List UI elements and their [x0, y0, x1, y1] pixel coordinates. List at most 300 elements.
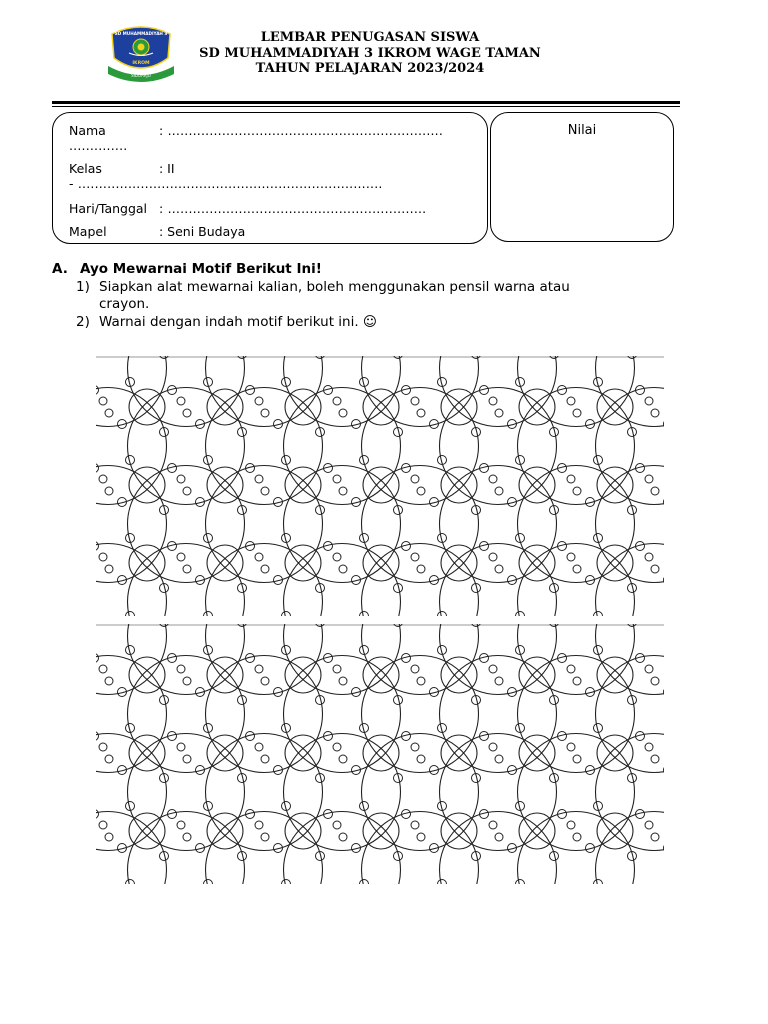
motif-small-dot [495, 565, 503, 573]
motif-small-dot [411, 709, 419, 717]
motif-small-dot [183, 677, 191, 685]
motif-small-dot [255, 475, 263, 483]
kelas-field-wrap: - ......................................................................... [69, 176, 383, 191]
motif-small-dot [411, 397, 419, 405]
kelas-field[interactable]: : II [159, 161, 175, 176]
instruction-item-1 [76, 279, 570, 313]
motif-small-dot [99, 631, 107, 639]
kelas-wrap-row [69, 176, 383, 191]
motif-small-dot [99, 709, 107, 717]
motif-small-dot [261, 677, 269, 685]
motif-small-dot [177, 397, 185, 405]
motif-small-dot [495, 833, 503, 841]
motif-arc [440, 356, 557, 427]
motif-arc [96, 734, 167, 851]
instruction-text-1: Siapkan alat mewarnai kalian, boleh menggunakan pensil warna atau [99, 279, 570, 295]
motif-small-dot [594, 612, 603, 621]
logo-ribbon-text: SIDOARJO [131, 73, 151, 78]
motif-arc [440, 622, 557, 739]
motif-large-circle [441, 779, 477, 815]
motif-small-dot [96, 542, 99, 551]
motif-small-dot [177, 631, 185, 639]
instruction-number-2: 2) [76, 314, 90, 330]
motif-large-circle [129, 701, 165, 737]
motif-small-dot [573, 643, 581, 651]
motif-arc [206, 500, 323, 617]
motif-arc [128, 700, 245, 817]
motif-small-dot [645, 709, 653, 717]
motif-large-circle [597, 579, 633, 615]
hari-field[interactable]: : .............................................................. [159, 201, 427, 216]
motif-small-dot [333, 397, 341, 405]
motif-small-dot [489, 631, 497, 639]
motif-arc [362, 622, 479, 739]
nama-wrap-row [69, 138, 127, 153]
motif-small-dot [333, 553, 341, 561]
motif-large-circle [363, 623, 399, 659]
motif-small-dot [118, 610, 127, 619]
motif-small-dot [645, 397, 653, 405]
motif-small-dot [99, 665, 107, 673]
motif-small-dot [645, 553, 653, 561]
motif-small-dot [177, 553, 185, 561]
motif-small-dot [96, 654, 99, 663]
motif-small-dot [96, 620, 99, 629]
motif-small-dot [105, 833, 113, 841]
motif-small-dot [255, 631, 263, 639]
motif-small-dot [96, 386, 99, 395]
motif-small-dot [183, 487, 191, 495]
motif-small-dot [261, 565, 269, 573]
motif-small-dot [411, 665, 419, 673]
motif-small-dot [255, 665, 263, 673]
motif-small-dot [495, 755, 503, 763]
motif-small-dot [664, 732, 665, 741]
nama-row [69, 123, 443, 138]
instruction-text-2: Warnai dengan indah motif berikut ini. ☺ [99, 314, 377, 330]
motif-small-dot [651, 833, 659, 841]
motif-small-dot [339, 677, 347, 685]
motif-small-dot [360, 612, 369, 621]
motif-small-dot [339, 409, 347, 417]
motif-arc [206, 622, 323, 739]
motif-small-dot [126, 880, 135, 885]
motif-small-dot [339, 721, 347, 729]
motif-large-circle [441, 579, 477, 615]
header-line-3: TAHUN PELAJARAN 2023/2024 [255, 61, 485, 76]
motif-small-dot [651, 409, 659, 417]
motif-small-dot [96, 732, 99, 741]
motif-small-dot [177, 743, 185, 751]
motif-arc [284, 700, 401, 817]
motif-small-dot [489, 587, 497, 595]
motif-small-dot [516, 880, 525, 885]
motif-large-circle [129, 623, 165, 659]
motif-large-circle [285, 779, 321, 815]
motif-small-dot [495, 721, 503, 729]
motif-arc [440, 812, 557, 885]
motif-arc [362, 500, 479, 617]
motif-small-dot [183, 409, 191, 417]
motif-small-dot [651, 677, 659, 685]
motif-small-dot [489, 787, 497, 795]
motif-small-dot [105, 409, 113, 417]
motif-small-dot [573, 565, 581, 573]
motif-small-dot [664, 844, 665, 853]
motif-small-dot [261, 755, 269, 763]
motif-small-dot [573, 677, 581, 685]
motif-small-dot [105, 643, 113, 651]
motif-small-dot [183, 799, 191, 807]
motif-small-dot [246, 620, 255, 629]
motif-small-dot [105, 721, 113, 729]
motif-small-dot [333, 475, 341, 483]
motif-small-dot [495, 677, 503, 685]
motif-large-circle [207, 779, 243, 815]
motif-arc [362, 544, 479, 661]
motif-arc [128, 622, 245, 739]
motif-small-dot [196, 610, 205, 619]
motif-small-dot [651, 799, 659, 807]
hari-row [69, 201, 426, 216]
motif-arc [128, 544, 245, 661]
coloring-motif[interactable] [96, 356, 664, 884]
motif-large-circle [363, 701, 399, 737]
nilai-label: Nilai [567, 123, 597, 138]
motif-arc [362, 812, 479, 885]
header-divider-thin [52, 106, 680, 107]
motif-small-dot [430, 610, 439, 619]
header-divider-thick [52, 101, 680, 104]
motif-small-dot [567, 665, 575, 673]
motif-small-dot [261, 599, 269, 607]
motif-arc [96, 656, 167, 773]
motif-large-circle [597, 779, 633, 815]
motif-small-dot [411, 475, 419, 483]
motif-small-dot [96, 810, 99, 819]
motif-small-dot [411, 821, 419, 829]
motif-large-circle [207, 701, 243, 737]
motif-small-dot [645, 475, 653, 483]
motif-small-dot [339, 487, 347, 495]
motif-small-dot [645, 665, 653, 673]
motif-arc [518, 356, 635, 427]
motif-small-dot [495, 599, 503, 607]
motif-small-dot [558, 620, 567, 629]
motif-small-dot [168, 620, 177, 629]
school-logo [104, 22, 178, 82]
motif-large-circle [129, 779, 165, 815]
motif-arc [440, 500, 557, 617]
motif-large-circle [129, 579, 165, 615]
motif-small-dot [417, 677, 425, 685]
motif-small-dot [573, 799, 581, 807]
instruction-text-1-cont: crayon. [99, 296, 150, 312]
motif-arc [206, 812, 323, 885]
motif-small-dot [339, 565, 347, 573]
motif-small-dot [255, 397, 263, 405]
motif-small-dot [99, 475, 107, 483]
motif-small-dot [177, 587, 185, 595]
header-line-1: LEMBAR PENUGASAN SISWA [260, 30, 480, 45]
motif-small-dot [255, 743, 263, 751]
motif-arc [96, 388, 167, 505]
motif-small-dot [261, 799, 269, 807]
motif-small-dot [567, 631, 575, 639]
motif-small-dot [417, 833, 425, 841]
motif-small-dot [99, 821, 107, 829]
nama-label: Nama [69, 123, 106, 138]
motif-small-dot [489, 709, 497, 717]
motif-large-circle [363, 579, 399, 615]
motif-small-dot [333, 631, 341, 639]
motif-small-dot [651, 487, 659, 495]
motif-large-circle [519, 579, 555, 615]
motif-small-dot [651, 643, 659, 651]
motif-small-dot [99, 587, 107, 595]
motif-small-dot [645, 631, 653, 639]
motif-arc [518, 544, 635, 661]
motif-small-dot [105, 565, 113, 573]
motif-small-dot [664, 532, 665, 541]
motif-small-dot [183, 833, 191, 841]
motif-small-dot [105, 487, 113, 495]
motif-small-dot [255, 709, 263, 717]
motif-arc [518, 622, 635, 739]
motif-small-dot [333, 787, 341, 795]
motif-large-circle [285, 579, 321, 615]
motif-small-dot [495, 487, 503, 495]
motif-small-dot [183, 599, 191, 607]
motif-small-dot [333, 709, 341, 717]
motif-small-dot [411, 631, 419, 639]
nama-field-wrap: .............. [69, 138, 128, 153]
motif-small-dot [411, 787, 419, 795]
motif-small-dot [274, 610, 283, 619]
motif-small-dot [339, 755, 347, 763]
instruction-number-1: 1) [76, 279, 90, 295]
motif-small-dot [636, 620, 645, 629]
motif-large-circle [363, 779, 399, 815]
motif-small-dot [255, 553, 263, 561]
motif-small-dot [255, 821, 263, 829]
motif-small-dot [333, 743, 341, 751]
motif-small-dot [489, 475, 497, 483]
motif-small-dot [664, 688, 665, 697]
motif-small-dot [99, 787, 107, 795]
motif-small-dot [664, 766, 665, 775]
motif-small-dot [495, 643, 503, 651]
motif-small-dot [96, 776, 99, 785]
motif-arc [518, 812, 635, 885]
motif-arc [440, 544, 557, 661]
motif-small-dot [573, 833, 581, 841]
motif-small-dot [573, 721, 581, 729]
score-box[interactable] [490, 112, 674, 242]
motif-arc [518, 500, 635, 617]
motif-small-dot [567, 553, 575, 561]
motif-small-dot [417, 799, 425, 807]
motif-arc [596, 544, 665, 661]
motif-arc [284, 356, 401, 427]
motif-small-dot [255, 787, 263, 795]
motif-arc [284, 544, 401, 661]
motif-large-circle [207, 623, 243, 659]
motif-small-dot [339, 799, 347, 807]
motif-small-dot [402, 620, 411, 629]
motif-small-dot [651, 599, 659, 607]
motif-large-circle [597, 701, 633, 737]
motif-large-circle [519, 623, 555, 659]
logo-top-text: SD MUHAMMADIYAH 3 [114, 31, 168, 36]
motif-small-dot [664, 498, 665, 507]
motif-small-dot [183, 565, 191, 573]
motif-small-dot [573, 599, 581, 607]
motif-small-dot [360, 880, 369, 885]
motif-arc [206, 700, 323, 817]
motif-arc [96, 578, 167, 695]
motif-small-dot [99, 743, 107, 751]
motif-small-dot [282, 612, 291, 621]
motif-small-dot [489, 665, 497, 673]
motif-small-dot [183, 721, 191, 729]
motif-small-dot [333, 821, 341, 829]
motif-small-dot [645, 587, 653, 595]
motif-small-dot [495, 409, 503, 417]
motif-small-dot [567, 587, 575, 595]
motif-small-dot [489, 553, 497, 561]
motif-small-dot [261, 487, 269, 495]
hari-label: Hari/Tanggal [69, 201, 148, 216]
motif-small-dot [177, 665, 185, 673]
instruction-item-2 [76, 314, 377, 331]
motif-small-dot [324, 620, 333, 629]
motif-large-circle [519, 779, 555, 815]
motif-arc [440, 700, 557, 817]
kelas-row [69, 161, 175, 176]
motif-small-dot [651, 755, 659, 763]
motif-small-dot [567, 397, 575, 405]
motif-small-dot [183, 755, 191, 763]
motif-arc [128, 812, 245, 885]
motif-small-dot [417, 487, 425, 495]
motif-small-dot [126, 612, 135, 621]
motif-arc [284, 500, 401, 617]
motif-arc [128, 356, 245, 427]
motif-small-dot [664, 610, 665, 619]
motif-large-circle [597, 623, 633, 659]
motif-large-circle [441, 623, 477, 659]
motif-small-dot [651, 721, 659, 729]
motif-small-dot [664, 420, 665, 429]
section-letter: A. [52, 261, 68, 277]
mapel-field[interactable]: : Seni Budaya [159, 224, 246, 239]
motif-small-dot [664, 576, 665, 585]
motif-small-dot [96, 698, 99, 707]
motif-arc [284, 812, 401, 885]
motif-small-dot [567, 821, 575, 829]
motif-small-dot [411, 743, 419, 751]
motif-small-dot [96, 576, 99, 585]
section-title [52, 261, 322, 277]
motif-small-dot [261, 643, 269, 651]
motif-small-dot [105, 599, 113, 607]
motif-small-dot [417, 721, 425, 729]
motif-small-dot [438, 880, 447, 885]
motif-small-dot [339, 599, 347, 607]
motif-arc [362, 356, 479, 427]
motif-small-dot [586, 610, 595, 619]
motif-small-dot [417, 599, 425, 607]
student-identity-box [52, 112, 488, 244]
motif-small-dot [261, 721, 269, 729]
motif-small-dot [177, 787, 185, 795]
motif-arc [96, 466, 167, 583]
logo-bottom-text: IKROM [132, 61, 150, 66]
nama-field[interactable]: : .................................................................. [159, 123, 444, 138]
motif-large-circle [207, 579, 243, 615]
motif-large-circle [285, 701, 321, 737]
motif-small-dot [105, 755, 113, 763]
motif-small-dot [645, 787, 653, 795]
motif-small-dot [489, 821, 497, 829]
motif-small-dot [411, 553, 419, 561]
motif-small-dot [645, 821, 653, 829]
motif-small-dot [96, 464, 99, 473]
motif-small-dot [105, 677, 113, 685]
motif-small-dot [339, 833, 347, 841]
motif-large-circle [285, 623, 321, 659]
motif-small-dot [177, 475, 185, 483]
motif-large-circle [441, 701, 477, 737]
motif-small-dot [508, 610, 517, 619]
motif-arc [518, 700, 635, 817]
motif-arc [128, 500, 245, 617]
motif-small-dot [339, 643, 347, 651]
motif-small-dot [594, 880, 603, 885]
motif-arc [206, 356, 323, 427]
motif-small-dot [573, 409, 581, 417]
motif-small-dot [204, 612, 213, 621]
motif-small-dot [183, 643, 191, 651]
motif-small-dot [352, 610, 361, 619]
motif-small-dot [417, 643, 425, 651]
motif-small-dot [333, 665, 341, 673]
motif-large-circle [519, 701, 555, 737]
motif-small-dot [573, 755, 581, 763]
header-line-2: SD MUHAMMADIYAH 3 IKROM WAGE TAMAN [199, 45, 541, 61]
motif-small-dot [489, 743, 497, 751]
motif-small-dot [261, 833, 269, 841]
mapel-label: Mapel [69, 224, 107, 239]
motif-small-dot [438, 612, 447, 621]
motif-small-dot [417, 409, 425, 417]
motif-small-dot [204, 880, 213, 885]
motif-small-dot [261, 409, 269, 417]
motif-arc [284, 622, 401, 739]
motif-small-dot [516, 612, 525, 621]
motif-small-dot [480, 620, 489, 629]
motif-small-dot [651, 565, 659, 573]
motif-small-dot [573, 487, 581, 495]
section-title-text: Ayo Mewarnai Motif Berikut Ini! [80, 261, 322, 277]
motif-small-dot [282, 880, 291, 885]
motif-small-dot [417, 565, 425, 573]
motif-small-dot [567, 743, 575, 751]
motif-small-dot [567, 475, 575, 483]
motif-small-dot [255, 587, 263, 595]
motif-arc [362, 700, 479, 817]
